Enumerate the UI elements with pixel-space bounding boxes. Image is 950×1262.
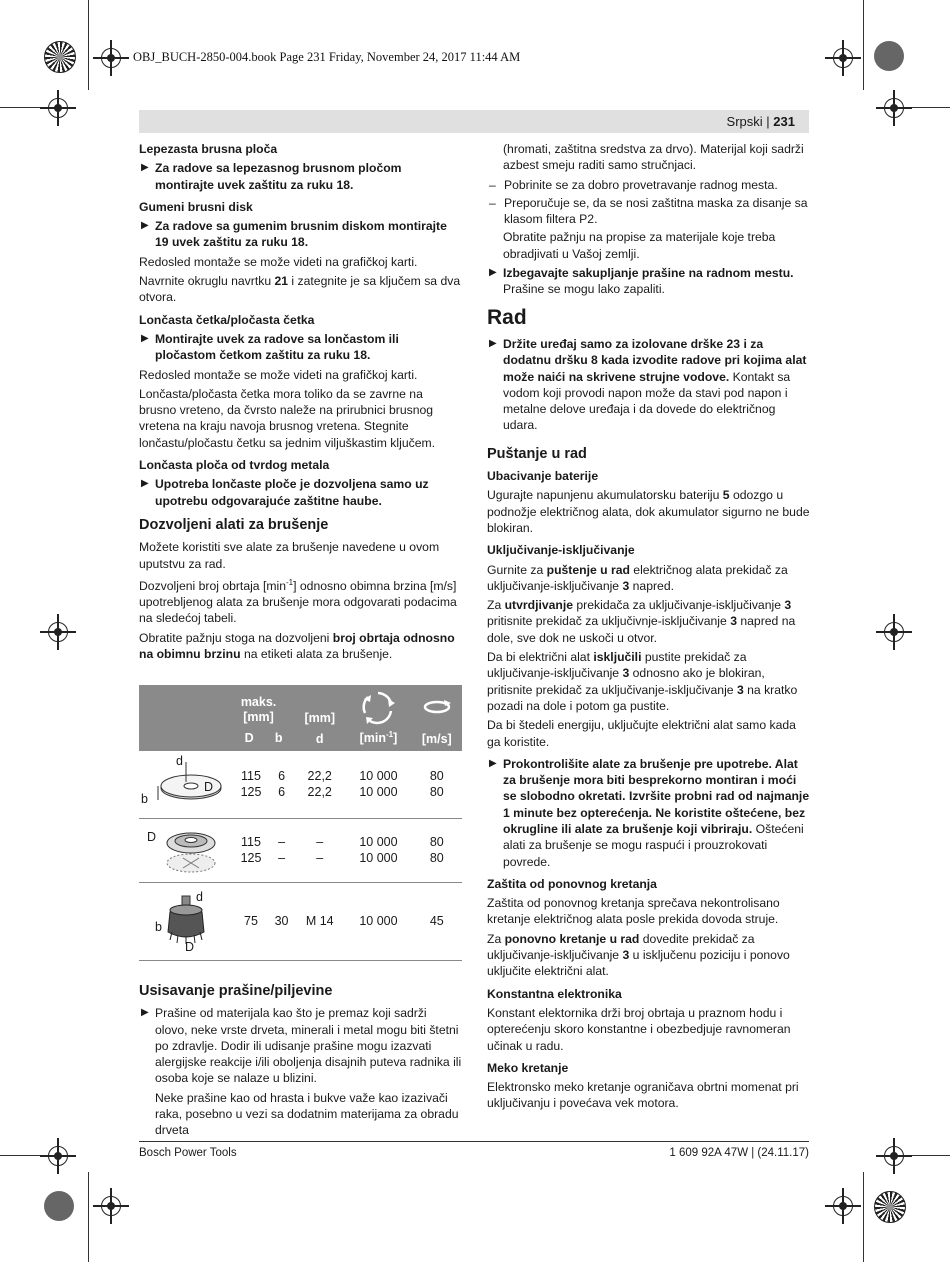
paragraph bbox=[139, 630, 462, 663]
header-maks bbox=[233, 685, 294, 751]
star-target-icon bbox=[874, 1191, 906, 1223]
paragraph bbox=[487, 649, 810, 714]
bold-text: broj obrtaja odnosno na obimnu brzinu bbox=[139, 630, 455, 662]
section-title: Ubacivanje baterije bbox=[487, 469, 599, 484]
registration-mark-icon bbox=[884, 622, 904, 642]
cell-D: 115 125 bbox=[240, 769, 262, 800]
bullet-bold: Izbegavajte sakupljanje prašine na radnom mestu. bbox=[503, 266, 794, 281]
cell-d: M 14 bbox=[305, 914, 334, 928]
paragraph: Redosled montaže se može videti na grafičkoj karti. bbox=[139, 367, 418, 382]
gray-circle-icon bbox=[44, 1191, 74, 1221]
fiber-disc-icon bbox=[151, 823, 221, 879]
text: električnog alata prekidač za uključivanje-isključivanje bbox=[487, 562, 788, 593]
text: u isključenu poziciju i ponovo uključite električni alat. bbox=[487, 948, 790, 979]
header-text: maks. bbox=[240, 695, 277, 709]
dim-label: b bbox=[155, 919, 162, 934]
ref-number: 5 bbox=[722, 488, 730, 503]
dim-label: D bbox=[204, 780, 214, 794]
dash-text: Preporučuje se, da se nosi zaštitna maska za disanje sa klasom filtera P2. bbox=[504, 195, 808, 227]
bullet-text: Za radove sa gumenim brusnim diskom montirajte 19 uvek zaštitu za ruku 18. bbox=[155, 219, 447, 250]
registration-mark-icon bbox=[101, 48, 121, 68]
text: Obratite pažnju stoga na dozvoljeni bbox=[139, 630, 333, 645]
section-heading: Puštanje u rad bbox=[487, 445, 587, 462]
dim-label: D bbox=[147, 829, 157, 844]
star-target-icon bbox=[44, 41, 76, 73]
bullet-text: Prašine od materijala kao što je premaz koji sadrži olovo, neke vrste drveta, minerali i metal mogu biti štetni po zdravlje. Dodir ili udisanje prašine mogu izazvati alergijske reakcije i/ili oboljenja disajnih puteva radnika ili osoba koje se nalaze u blizini. bbox=[155, 1006, 462, 1086]
row-icon-cell bbox=[139, 751, 233, 818]
header-d bbox=[294, 685, 345, 751]
dash-text: Pobrinite se za dobro provetravanje radnog mesta. bbox=[504, 177, 778, 192]
registration-mark-icon bbox=[48, 98, 68, 118]
text: ] odnosno obimna brzina [m/s] upotrebljenog alata za brušenje mora odgovarati podacima na sledećoj tabeli. bbox=[139, 578, 457, 626]
cell-d: – – bbox=[316, 835, 324, 865]
paragraph bbox=[487, 597, 810, 646]
registration-mark-icon bbox=[833, 48, 853, 68]
header-text: [mm] bbox=[304, 711, 335, 725]
text: pritisnite prekidač za uključivnje-isključivanje bbox=[487, 614, 731, 629]
paragraph: Redosled montaže se može videti na grafičkoj karti. bbox=[139, 254, 418, 269]
bullet-bold: Držite uređaj samo za izolovane drške 23 i za dodatnu dršku 8 kada izvodite radove pri kojima alat može naići na skrivene strujne vodove. bbox=[503, 336, 807, 384]
text: Dozvoljeni broj obrtaja [min bbox=[139, 578, 286, 593]
header-text: [mm] bbox=[243, 710, 274, 724]
right-column bbox=[487, 141, 810, 1115]
section-title: Lepezasta brusna ploča bbox=[139, 142, 278, 156]
left-column-bottom bbox=[139, 975, 462, 1142]
paragraph bbox=[487, 562, 810, 595]
dim-label: b bbox=[141, 792, 148, 806]
dash-item: – Preporučuje se, da se nosi zaštitna maska za disanje sa klasom filtera P2. bbox=[489, 195, 808, 227]
gray-circle-icon bbox=[874, 41, 904, 71]
cell-D: 115 125 bbox=[240, 835, 262, 865]
header-rpm bbox=[345, 685, 411, 751]
text: odozgo u podnožje električnog alata, dok akumulator sigurno ne bude blokiran. bbox=[487, 488, 810, 535]
bullet-item: ▶ Prašine od materijala kao što je premaz koji sadrži olovo, neke vrste drveta, minerali i metal mogu biti štetni po zdravlje. Dodir ili udisanje prašine mogu izazvati alergijske reakcije i/ili oboljenja disajnih puteva radnika ili osoba koje se nalaze u blizini. bbox=[141, 1006, 462, 1086]
tools-table bbox=[139, 685, 462, 961]
dash-item: – Pobrinite se za dobro provetravanje radnog mesta. bbox=[489, 177, 778, 192]
footer-docnumber: 1 609 92A 47W | (24.11.17) bbox=[669, 1147, 809, 1159]
paragraph: Možete koristiti sve alate za brušenje navedene u ovom uputstvu za rad. bbox=[139, 540, 440, 571]
dim-label: d bbox=[196, 889, 203, 904]
section-title: Konstantna elektronika bbox=[487, 986, 622, 1001]
paragraph bbox=[487, 931, 810, 980]
cell-ms: 45 bbox=[429, 914, 444, 928]
section-title: Zaštita od ponovnog kretanja bbox=[487, 876, 657, 891]
cell-D: 75 bbox=[244, 914, 258, 928]
bullet-text: Oštećeni alati za brušenje se mogu raspući i prouzrokovati povrede. bbox=[503, 821, 804, 869]
bullet-item: ▶ Za radove sa lepezasnog brusnom pločom montirajte uvek zaštitu za ruku 18. bbox=[141, 161, 402, 192]
header-separator: | bbox=[766, 114, 770, 129]
bullet-item: ▶ Montirajte uvek za radove sa lončastom ili pločastom četkom zaštitu za ruku 18. bbox=[141, 331, 399, 363]
text: na kratko pozadi na dole i potom ga pustite. bbox=[487, 682, 798, 713]
ref-number: 3 bbox=[622, 578, 630, 593]
col-D: D bbox=[244, 731, 254, 745]
text: odnosno ako je blokiran, pritisnite prekidač za uključivanje-isključivanje bbox=[487, 666, 765, 697]
page-header bbox=[139, 110, 809, 133]
text: Ugurajte napunjenu akumulatorsku bateriju bbox=[487, 488, 723, 503]
text: napred. bbox=[629, 578, 674, 593]
row-icon-cell bbox=[139, 818, 233, 882]
cell-ms: 80 80 bbox=[429, 769, 444, 800]
section-title: Uključivanje-isključivanje bbox=[487, 543, 635, 558]
cell-b: 30 bbox=[274, 914, 289, 928]
table-row bbox=[139, 882, 462, 960]
text: dovedite prekidač za uključivanje-isključivanje bbox=[487, 931, 755, 963]
text: prekidača za uključivanje-isključivanje bbox=[573, 598, 785, 613]
paragraph: Lončasta/pločasta četka mora toliko da se zavrne na brusno vreteno, da čvrsto naleže na prirubnici brusnog vretena na kraju navoja brusnog vretena. Stegnite lončastu/pločastu četku sa jednim viljuškastim ključem. bbox=[139, 386, 436, 450]
bullet-item: ▶ Za radove sa gumenim brusnim diskom montirajte 19 uvek zaštitu za ruku 18. bbox=[141, 219, 447, 250]
bold-text: isključili bbox=[593, 650, 642, 665]
paragraph: (hromati, zaštitna sredstva za drvo). Materijal koji sadrži azbest smeju raditi samo stručnjaci. bbox=[503, 142, 804, 173]
col-d: d bbox=[315, 732, 324, 746]
header-language: Srpski bbox=[726, 114, 763, 129]
chapter-heading: Rad bbox=[487, 305, 527, 329]
registration-mark-icon bbox=[884, 1146, 904, 1166]
bullet-text: Montirajte uvek za radove sa lončastom ili pločastom četkom zaštitu za ruku 18. bbox=[155, 331, 399, 363]
dim-label: D bbox=[185, 939, 195, 954]
paragraph bbox=[487, 487, 810, 536]
dim-label: d bbox=[176, 754, 183, 768]
row-icon-cell bbox=[139, 882, 233, 960]
paragraph bbox=[139, 575, 462, 627]
ref-number: 21 bbox=[274, 274, 289, 289]
cell-b: 6 6 bbox=[278, 769, 286, 800]
section-title: Lončasta četka/pločasta četka bbox=[139, 312, 315, 327]
paragraph: Da bi štedeli energiju, uključujte električni alat samo kada ga koristite. bbox=[487, 718, 796, 749]
text: na etiketi alata za brušenje. bbox=[240, 647, 393, 662]
paragraph: Elektronsko meko kretanje ograničava obrtni momenat pri uključivanju i povećava vek motora. bbox=[487, 1080, 799, 1111]
ref-number: 3 bbox=[784, 598, 792, 613]
text: pustite prekidač za uključivanje-isključivanje bbox=[487, 650, 747, 681]
paragraph bbox=[139, 273, 462, 306]
paragraph: Obratite pažnju na propise za materijale koje treba obradjivati u Vašoj zemlji. bbox=[503, 230, 776, 261]
rotation-arrows-icon bbox=[358, 689, 398, 727]
bullet-text: Upotreba lončaste ploče je dozvoljena samo uz upotrebu odgovarajuće zaštitne haube. bbox=[155, 477, 429, 508]
bold-text: ponovno kretanje u rad bbox=[504, 931, 640, 946]
text: Da bi električni alat bbox=[487, 650, 594, 665]
text: Za bbox=[487, 598, 505, 613]
cell-rpm: 10 000 10 000 bbox=[359, 769, 398, 800]
paragraph: Neke prašine kao od hrasta i bukve važe kao izazivači raka, posebno u vezi sa dodatnim materijama za obradu drveta bbox=[155, 1090, 459, 1138]
ref-number: 3 bbox=[622, 666, 630, 681]
registration-mark-icon bbox=[48, 1146, 68, 1166]
header-icon-cell bbox=[139, 685, 233, 751]
header-text: [min bbox=[359, 731, 386, 746]
bullet-bold: Prokontrolišite alate za brušenje pre upotrebe. Alat za brušenje mora biti besprekorno montiran i moći se slobodno okretati. Izvršite probni rad od najmanje 1 minute bez opterećenja. Ne koristite oštećene, bez okrugline ili alate za brušenje koji vibriraju. bbox=[503, 756, 810, 836]
section-heading: Dozvoljeni alati za brušenje bbox=[139, 516, 329, 533]
page-number: 231 bbox=[773, 114, 795, 129]
registration-mark-icon bbox=[101, 1196, 121, 1216]
bullet-item: ▶ Upotreba lončaste ploče je dozvoljena samo uz upotrebu odgovarajuće zaštitne haube. bbox=[141, 477, 429, 508]
section-title: Gumeni brusni disk bbox=[139, 199, 253, 214]
paragraph: Konstant elektornika drži broj obrtaja u praznom hodu i opterećenju skoro konstantne i obezbedjuje ravnomeran učinak u radu. bbox=[487, 1005, 791, 1053]
footer-brand: Bosch Power Tools bbox=[139, 1147, 237, 1159]
text: Gurnite za bbox=[487, 562, 547, 577]
bullet-text: Kontakt sa vodom koji provodi napon može da stavi pod napon i metalne delove uređaja i da dovede do električnog udara. bbox=[503, 369, 791, 433]
ref-number: 3 bbox=[622, 948, 630, 963]
section-title: Lončasta ploča od tvrdog metala bbox=[139, 458, 330, 473]
bold-text: puštenje u rad bbox=[546, 562, 630, 577]
footer-rule bbox=[139, 1141, 809, 1142]
bullet-text: Za radove sa lepezasnog brusnom pločom montirajte uvek zaštitu za ruku 18. bbox=[155, 161, 402, 192]
text: Za bbox=[487, 931, 505, 946]
ref-number: 3 bbox=[736, 682, 744, 697]
cell-rpm: 10 000 10 000 bbox=[359, 835, 398, 865]
text: Navrnite okruglu navrtku bbox=[139, 274, 275, 289]
registration-mark-icon bbox=[48, 622, 68, 642]
table-row bbox=[139, 818, 462, 882]
bullet-text: Prašine se mogu lako zapaliti. bbox=[503, 282, 665, 297]
superscript: -1 bbox=[386, 730, 394, 739]
cell-b: – – bbox=[278, 835, 286, 865]
print-slug: OBJ_BUCH-2850-004.book Page 231 Friday, November 24, 2017 11:44 AM bbox=[133, 50, 521, 64]
header-text: ] bbox=[393, 731, 398, 746]
cell-rpm: 10 000 bbox=[359, 914, 398, 928]
bold-text: utvrdjivanje bbox=[504, 598, 574, 613]
col-b: b bbox=[274, 731, 283, 745]
section-title: Meko kretanje bbox=[487, 1060, 569, 1075]
superscript: -1 bbox=[286, 577, 294, 587]
registration-mark-icon bbox=[833, 1196, 853, 1216]
text: i zategnite je sa ključem sa dva otvora. bbox=[139, 274, 461, 305]
circumference-icon bbox=[422, 697, 452, 717]
left-column bbox=[139, 141, 462, 665]
bullet-item: ▶ Držite uređaj samo za izolovane drške 23 i za dodatnu dršku 8 kada izvodite radove pri kojima alat može naići na skrivene strujne vodove. Kontakt sa vodom koji provodi napon može da stavi pod napon i metalne delove uređaja i da dovede do električnog udara. bbox=[489, 336, 807, 433]
section-heading: Usisavanje prašine/piljevine bbox=[139, 983, 333, 999]
table-row bbox=[139, 751, 462, 818]
registration-mark-icon bbox=[884, 98, 904, 118]
header-text: [m/s] bbox=[421, 732, 452, 746]
text: napred na dole, sve dok ne uskoči u otvor. bbox=[487, 614, 796, 645]
paragraph: Zaštita od ponovnog kretanja sprečava nekontrolisano kretanje električnog alata posle prekida dovoda struje. bbox=[487, 896, 780, 927]
ref-number: 3 bbox=[730, 614, 737, 629]
cell-ms: 80 80 bbox=[429, 835, 444, 865]
cell-d: 22,2 22,2 bbox=[307, 769, 332, 800]
bullet-item: ▶ Prokontrolišite alate za brušenje pre upotrebe. Alat za brušenje mora biti besprekorno montiran i moći se slobodno okretati. Izvršite probni rad od najmanje 1 minute bez opterećenja. Ne koristite oštećene, bez okrugline ili alate za brušenje koji vibriraju. Oštećeni alati za brušenje se mogu raspući i prouzrokovati povrede. bbox=[489, 756, 810, 869]
grinding-disc-icon bbox=[146, 760, 226, 812]
bullet-item: ▶ Izbegavajte sakupljanje prašine na radnom mestu. Prašine se mogu lako zapaliti. bbox=[489, 266, 794, 297]
header-ms bbox=[412, 685, 462, 751]
